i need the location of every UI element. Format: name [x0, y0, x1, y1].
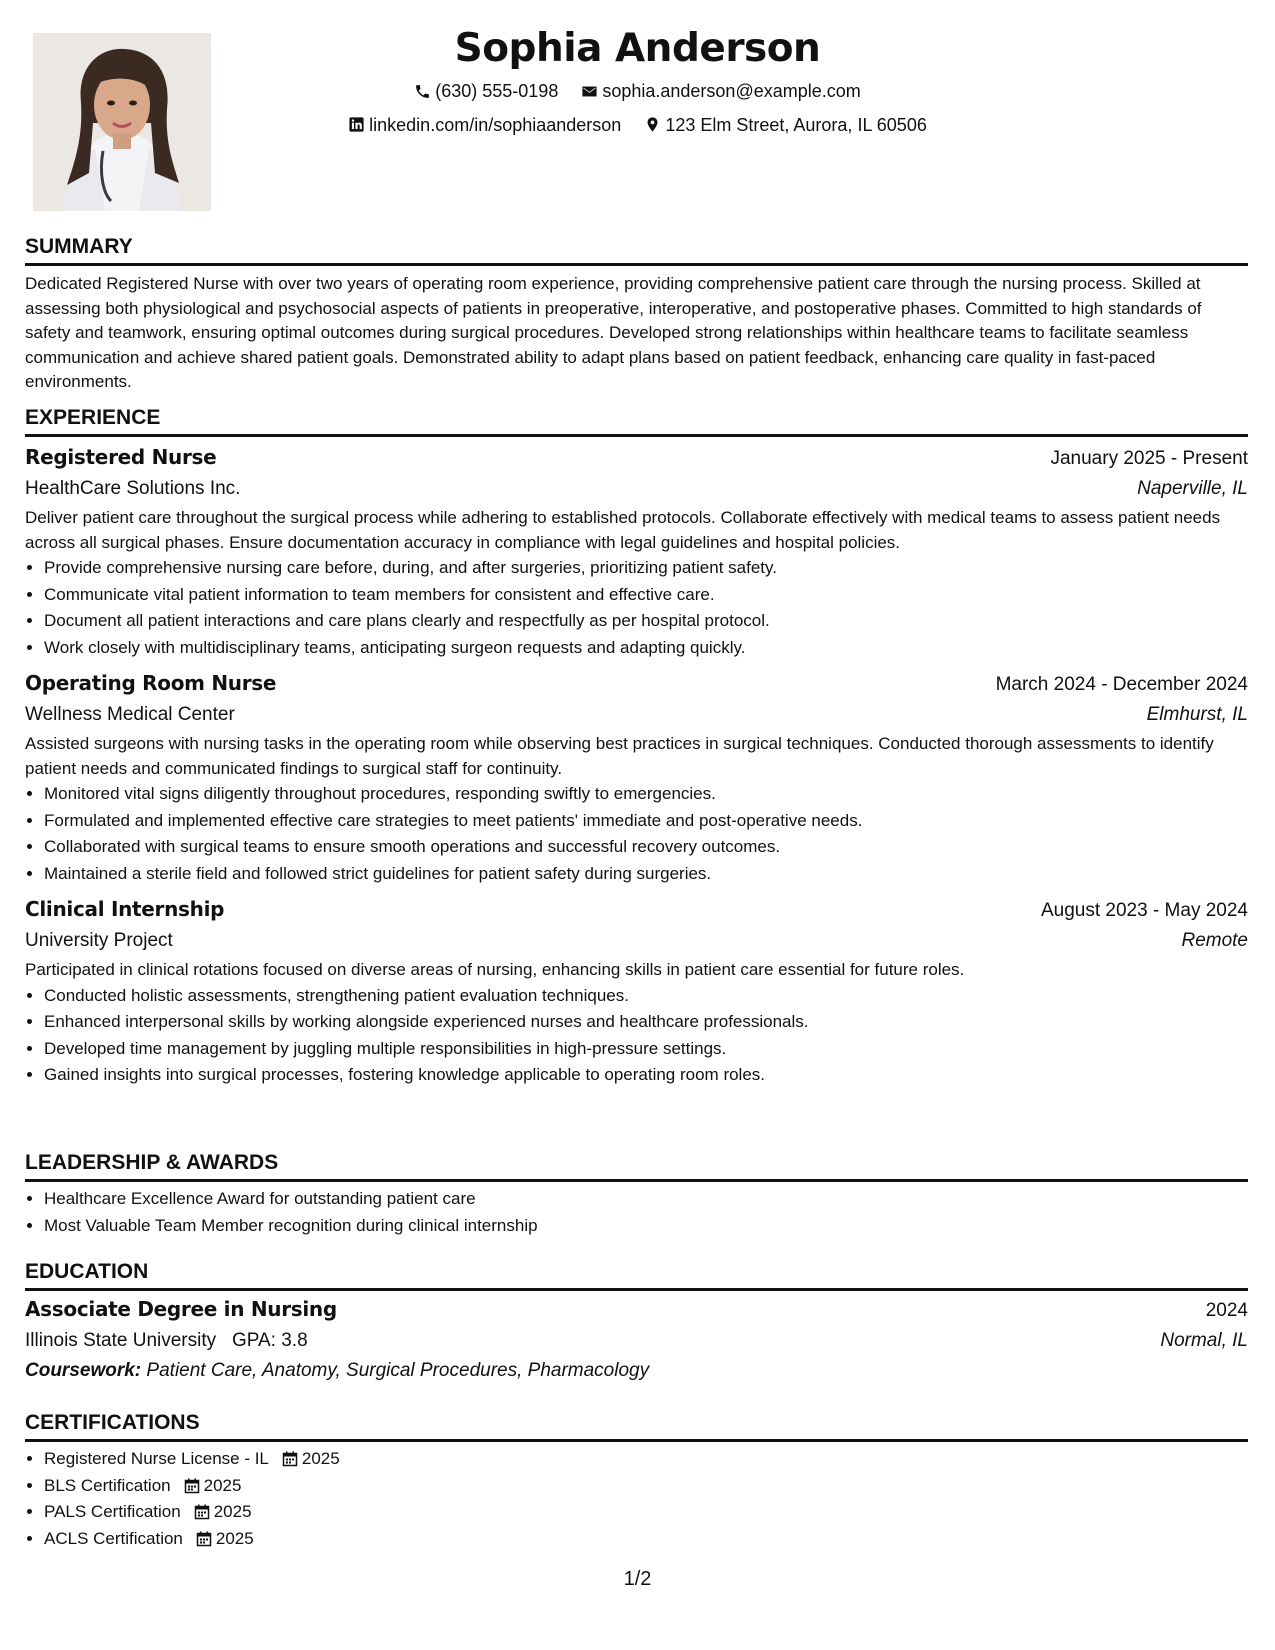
education-school-row: [25, 1326, 1248, 1356]
graduation-year: 2024: [1205, 1300, 1248, 1321]
job-header-row: [25, 668, 1248, 700]
job-entry: [25, 894, 1248, 1089]
cert-year: 2025: [203, 1475, 242, 1495]
leadership-section: [25, 1150, 1248, 1239]
list-item: • Enhanced interpersonal skills by working alongside experienced nurses and healthcare professionals.: [44, 1009, 1248, 1036]
job-dates: August 2023 - May 2024: [1040, 900, 1248, 921]
awards-list: [25, 1186, 1248, 1239]
phone-text: (630) 555-0198: [435, 81, 559, 101]
job-bullets: [25, 781, 1248, 887]
education-header-row: [25, 1294, 1248, 1326]
job-location: Elmhurst, IL: [1146, 704, 1248, 725]
job-bullets: [25, 983, 1248, 1089]
education-section: [25, 1259, 1248, 1386]
degree: Associate Degree in Nursing: [25, 1297, 337, 1321]
job-header-row: [25, 442, 1248, 474]
job-bullets: [25, 555, 1248, 661]
list-item: • Gained insights into surgical processes, fostering knowledge applicable to operating room roles.: [44, 1062, 1248, 1089]
section-title: SUMMARY: [25, 234, 1248, 266]
section-title: LEADERSHIP & AWARDS: [25, 1150, 1248, 1182]
list-item: • Developed time management by juggling multiple responsibilities in high-pressure settings.: [44, 1036, 1248, 1063]
school-name: Illinois State University: [25, 1330, 217, 1351]
list-item: • Monitored vital signs diligently throughout procedures, responding swiftly to emergencies.: [44, 781, 1248, 808]
summary-section: [25, 234, 1248, 395]
gpa: GPA: 3.8: [231, 1330, 308, 1351]
cert-name: • PALS Certification: [44, 1502, 181, 1521]
list-item: • Provide comprehensive nursing care before, during, and after surgeries, prioritizing patient safety.: [44, 555, 1248, 582]
email-link[interactable]: sophia.anderson@example.com: [602, 81, 861, 101]
contact-phone: [414, 80, 558, 102]
job-location: Naperville, IL: [1137, 478, 1248, 499]
list-item: [44, 1446, 1248, 1473]
page-number: 1/2: [623, 1568, 652, 1590]
coursework-list: Patient Care, Anatomy, Surgical Procedures, Pharmacology: [146, 1360, 650, 1381]
list-item: • Healthcare Excellence Award for outstanding patient care: [44, 1186, 1248, 1213]
job-dates: January 2025 - Present: [1050, 448, 1248, 469]
resume-header: [0, 24, 1275, 138]
job-company-row: [25, 926, 1248, 956]
job-company: Wellness Medical Center: [25, 704, 235, 725]
list-item: [44, 1526, 1248, 1553]
job-title: Operating Room Nurse: [25, 671, 277, 695]
cert-name: • ACLS Certification: [44, 1528, 183, 1548]
contact-line-1: [0, 80, 1275, 105]
cert-name: • BLS Certification: [44, 1475, 171, 1495]
contact-address: [644, 114, 927, 136]
job-location: Remote: [1181, 930, 1248, 951]
job-description: Participated in clinical rotations focused on diverse areas of nursing, enhancing skills in patient care essential for future roles.: [25, 960, 965, 979]
phone-icon: [414, 83, 431, 100]
list-item: • Most Valuable Team Member recognition during clinical internship: [44, 1213, 1248, 1240]
list-item: [44, 1499, 1248, 1526]
candidate-name: Sophia Anderson: [454, 26, 821, 71]
contact-email[interactable]: [581, 80, 860, 102]
school-location: Normal, IL: [1160, 1330, 1248, 1351]
section-title: EXPERIENCE: [25, 405, 1248, 437]
experience-section: [25, 405, 1248, 1089]
cert-year: 2025: [213, 1502, 252, 1521]
contact-line-2: [0, 114, 1275, 139]
job-entry: [25, 668, 1248, 887]
contact-linkedin[interactable]: [348, 114, 621, 136]
job-title: Registered Nurse: [25, 445, 217, 469]
job-company: HealthCare Solutions Inc.: [25, 478, 241, 499]
calendar-icon: [194, 1504, 210, 1520]
cert-name: • Registered Nurse License - IL: [44, 1449, 269, 1468]
list-item: • Conducted holistic assessments, strengthening patient evaluation techniques.: [44, 983, 1248, 1010]
list-item: • Collaborated with surgical teams to ensure smooth operations and successful recovery outcomes.: [44, 834, 1248, 861]
job-company-row: [25, 474, 1248, 504]
envelope-icon: [581, 83, 598, 100]
job-header-row: [25, 894, 1248, 926]
summary-text: Dedicated Registered Nurse with over two years of operating room experience, providing comprehensive patient care through the nursing process. Skilled at assessing both physiological and psychosocial aspects of patients in preoperative, interoperative, and postoperative phases. Committed to high standards of safety and teamwork, ensuring optimal outcomes during surgical procedures. Developed strong relationships within healthcare teams to facilitate seamless communication and achieve shared patient goals. Demonstrated ability to adapt plans based on patient feedback, enhancing care quality in fast-paced environments.: [25, 274, 1202, 391]
list-item: • Communicate vital patient information to team members for consistent and effective care.: [44, 582, 1248, 609]
coursework: [25, 1356, 1248, 1386]
job-title: Clinical Internship: [25, 897, 225, 921]
certifications-section: [25, 1410, 1248, 1552]
list-item: [44, 1473, 1248, 1500]
linkedin-icon: [348, 116, 365, 133]
section-title: CERTIFICATIONS: [25, 1410, 1248, 1442]
linkedin-link[interactable]: linkedin.com/in/sophiaanderson: [369, 114, 622, 135]
job-dates: March 2024 - December 2024: [995, 674, 1248, 695]
calendar-icon: [282, 1451, 298, 1467]
list-item: • Maintained a sterile field and followed strict guidelines for patient safety during surgeries.: [44, 861, 1248, 888]
job-description: Deliver patient care throughout the surgical process while adhering to established protocols. Collaborate effectively with medical teams to assess patient needs across all surgical phases. Ensure documentation accuracy in compliance with legal guidelines and hospital policies.: [25, 508, 1221, 552]
calendar-icon: [196, 1531, 212, 1547]
calendar-icon: [184, 1478, 200, 1494]
job-description: Assisted surgeons with nursing tasks in the operating room while observing best practices in surgical techniques. Conducted thorough assessments to identify patient needs and communicated findings to surgical staff for continuity.: [25, 734, 1214, 778]
list-item: • Work closely with multidisciplinary teams, anticipating surgeon requests and adapting quickly.: [44, 635, 1248, 662]
section-title: EDUCATION: [25, 1259, 1248, 1291]
map-pin-icon: [644, 116, 661, 133]
job-company-row: [25, 700, 1248, 730]
coursework-label: Coursework:: [25, 1360, 142, 1381]
certifications-list: [25, 1446, 1248, 1552]
job-company: University Project: [25, 930, 173, 951]
job-entry: [25, 442, 1248, 661]
cert-year: 2025: [215, 1528, 254, 1548]
list-item: • Document all patient interactions and care plans clearly and respectfully as per hospital protocol.: [44, 608, 1248, 635]
list-item: • Formulated and implemented effective care strategies to meet patients' immediate and post-operative needs.: [44, 808, 1248, 835]
cert-year: 2025: [301, 1449, 340, 1468]
address-text: 123 Elm Street, Aurora, IL 60506: [665, 114, 927, 135]
school-info: [25, 1326, 308, 1356]
